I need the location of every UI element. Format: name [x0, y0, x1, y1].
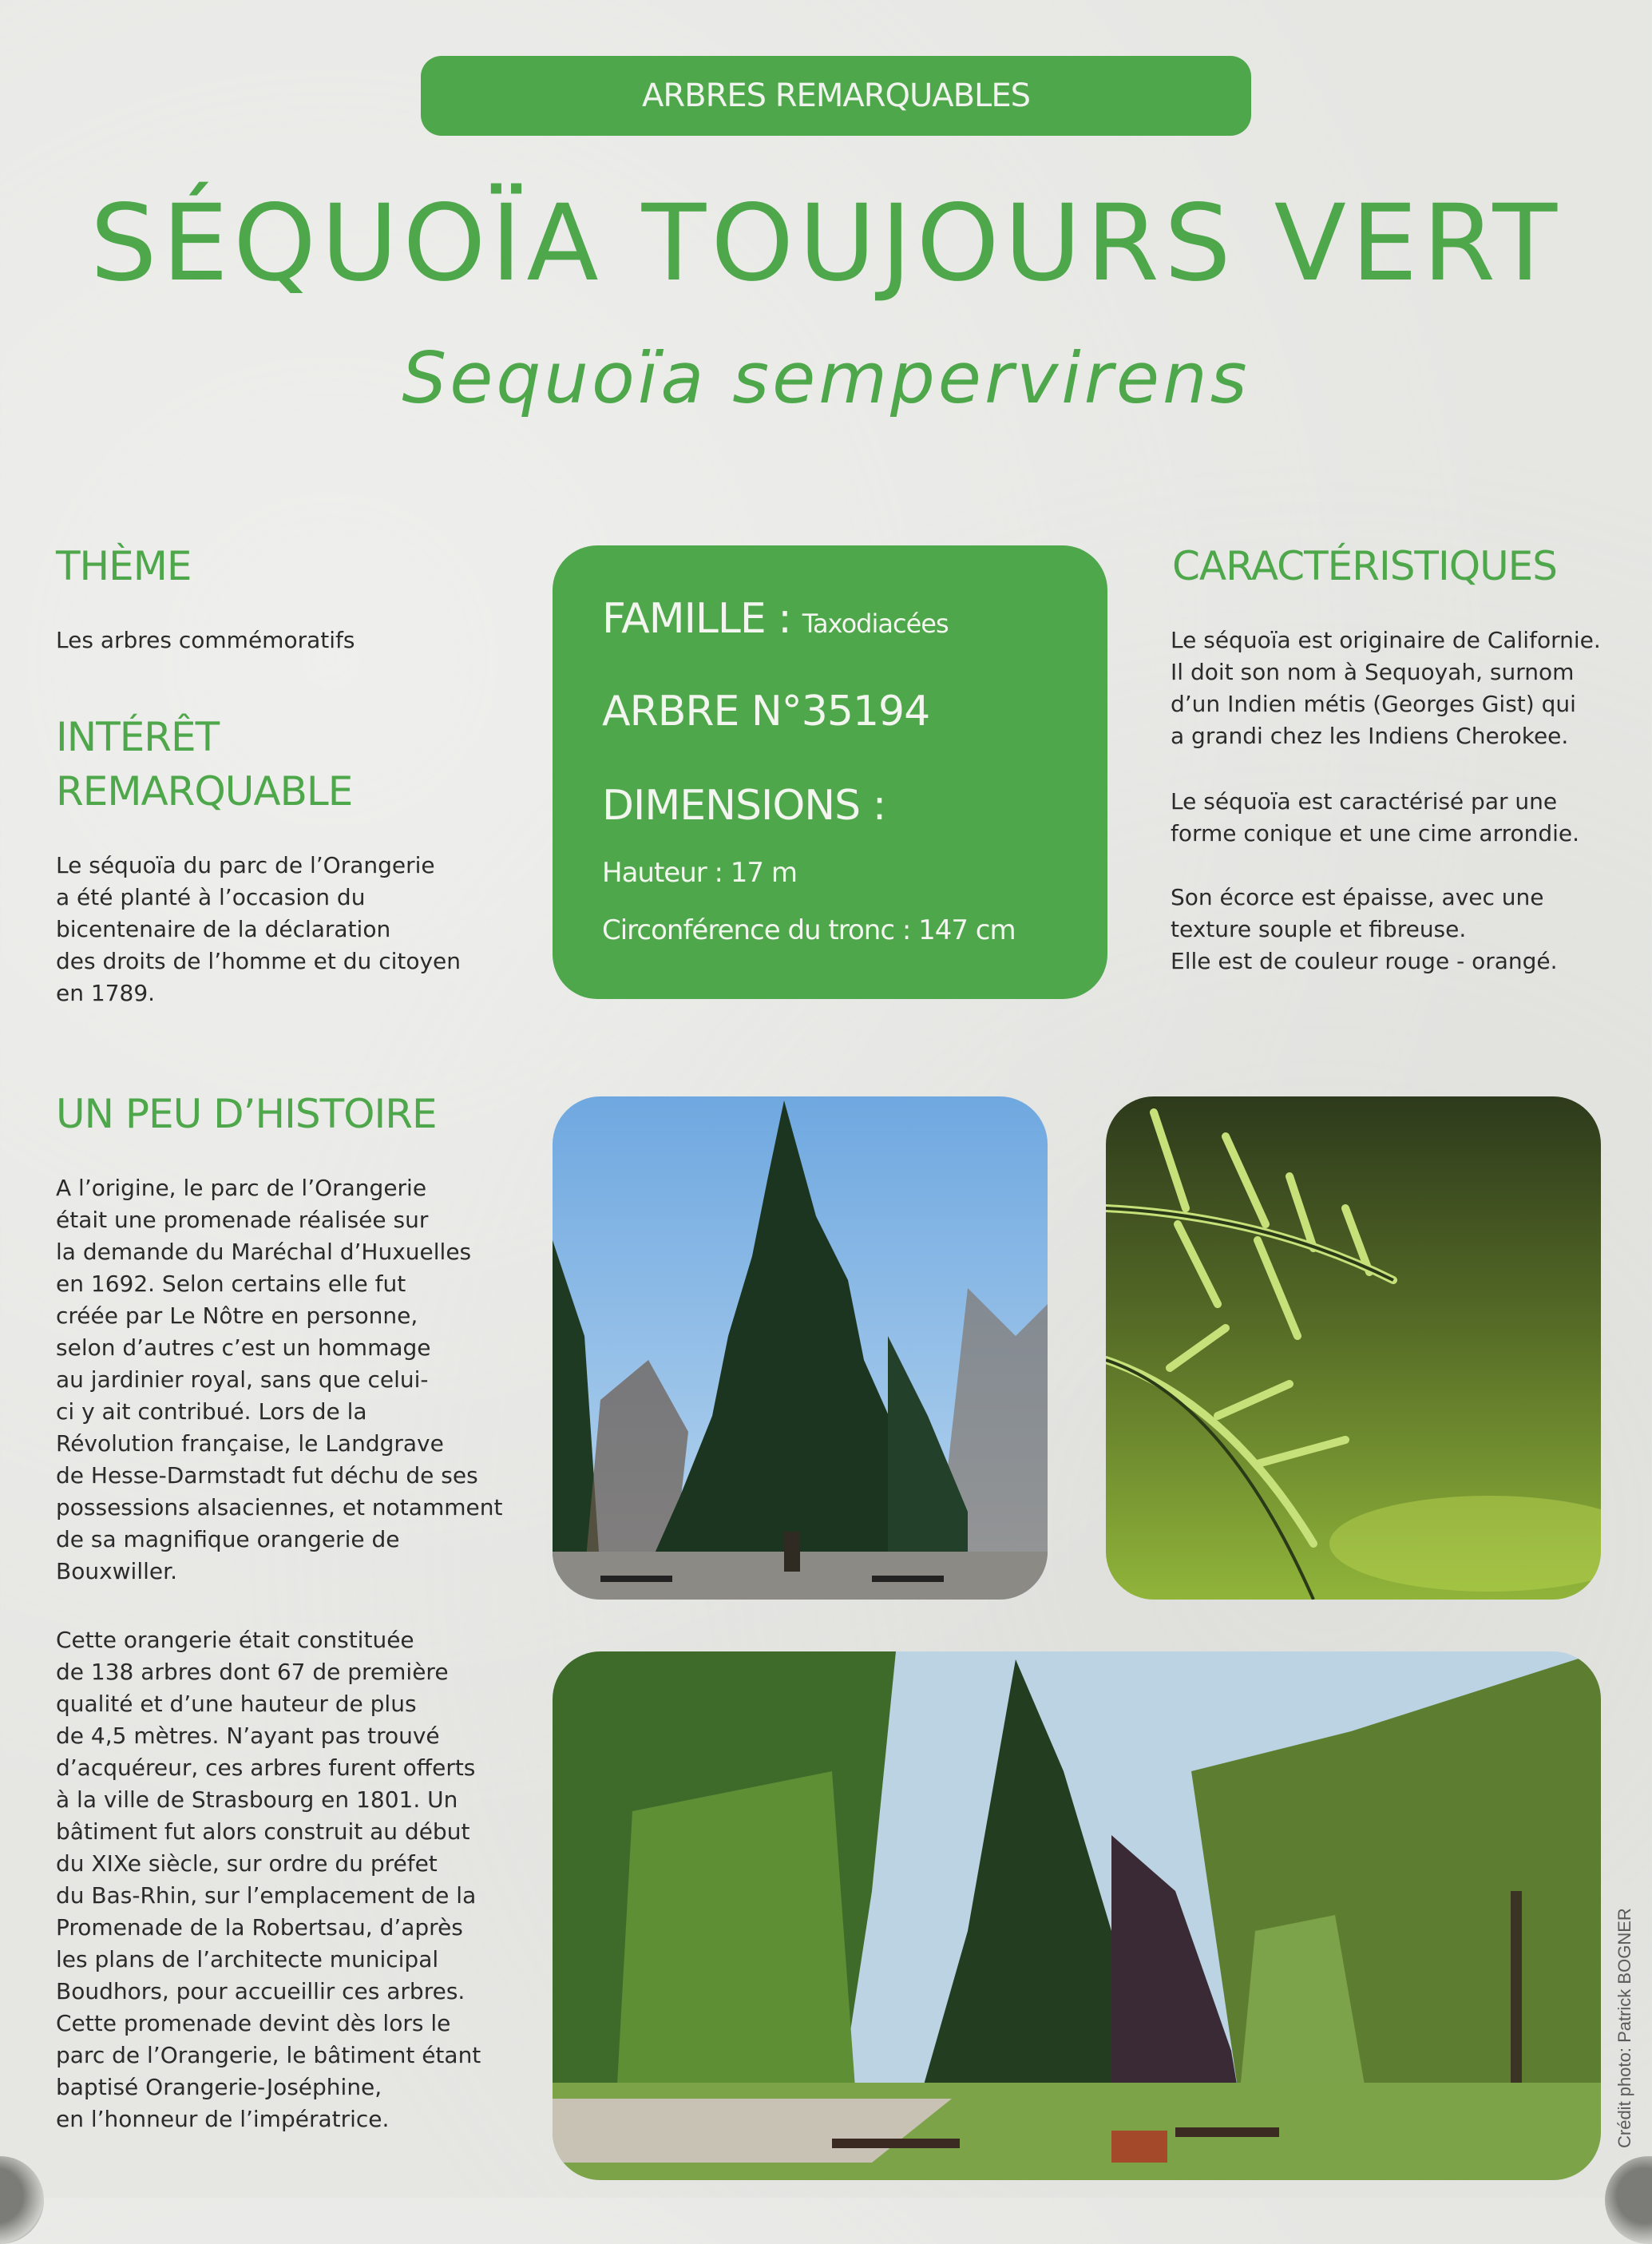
- mounting-screw-left: [0, 2156, 44, 2244]
- circumference-value: Circonférence du tronc : 147 cm: [602, 914, 1016, 946]
- family-value: Taxodiacées: [802, 609, 949, 639]
- category-banner: [421, 56, 1251, 136]
- family-label: FAMILLE :: [602, 595, 791, 643]
- dimensions-label: DIMENSIONS :: [602, 782, 886, 830]
- theme-text: Les arbres commémoratifs: [56, 627, 355, 653]
- tree-number: ARBRE N°35194: [602, 688, 930, 735]
- interest-text: Le séquoïa du parc de l’Orangerie a été planté à l’occasion du bicentenaire de la déclaration des droits de l’homme et du citoyen en 1789.: [56, 852, 462, 1006]
- characteristics-paragraph-3: Son écorce est épaisse, avec une texture souple et fibreuse. Elle est de couleur rouge - orangé.: [1171, 884, 1558, 974]
- family-row: [602, 595, 949, 643]
- category-label: ARBRES REMARQUABLES: [641, 77, 1031, 114]
- history-heading: UN PEU D’HISTOIRE: [56, 1091, 437, 1137]
- scientific-name: Sequoïa sempervirens: [402, 337, 1250, 419]
- theme-heading: THÈME: [56, 543, 192, 589]
- photo-sequoia-foliage: [1106, 1096, 1601, 1600]
- history-paragraph-2: Cette orangerie était constituée de 138 arbres dont 67 de première qualité et d’une hauteur de plus de 4,5 mètres. N’ayant pas trouvé d’acquéreur, ces arbres furent offerts à la ville de Strasbourg en 1801. Un bâtiment fut alors construit au début du XIXe siècle, sur ordre du préfet du Bas-Rhin, sur l’emplacement de la Promenade de la Robertsau, d’après les plans de l’architecte municipal Boudhors, pour accueillir ces arbres. Cette promenade devint dès lors le parc de l’Orangerie, le bâtiment étant baptisé Orangerie-Joséphine, en l’honneur de l’impératrice.: [56, 1627, 481, 2132]
- photo-park-view: [553, 1651, 1601, 2180]
- mounting-screw-right: [1605, 2156, 1652, 2244]
- characteristics-paragraph-2: Le séquoïa est caractérisé par une forme conique et une cime arrondie.: [1171, 788, 1580, 846]
- photo-credit: Crédit photo: Patrick BOGNER: [1614, 1908, 1634, 2148]
- photo-sequoia-tree: [553, 1096, 1048, 1600]
- history-paragraph-1: A l’origine, le parc de l’Orangerie était une promenade réalisée sur la demande du Maréchal d’Huxuelles en 1692. Selon certains elle fut créée par Le Nôtre en personne, selon d’autres c’est un hommage au jardinier royal, sans que celui- ci y ait contribué. Lors de la Révolution française, le Landgrave de Hesse-Darmstadt fut déchu de ses possessions alsaciennes, et notamment de sa magnifique orangerie de Bouxwiller.: [56, 1175, 503, 1584]
- interest-heading-line2: REMARQUABLE: [56, 768, 353, 815]
- characteristics-heading: CARACTÉRISTIQUES: [1172, 543, 1557, 589]
- height-value: Hauteur : 17 m: [602, 857, 797, 889]
- interest-heading-line1: INTÉRÊT: [56, 714, 220, 760]
- facts-panel: [553, 545, 1107, 999]
- page-title: SÉQUOÏA TOUJOURS VERT: [89, 182, 1563, 305]
- characteristics-paragraph-1: Le séquoïa est originaire de Californie. Il doit son nom à Sequoyah, surnom d’un Indien métis (Georges Gist) qui a grandi chez les Indiens Cherokee.: [1171, 627, 1601, 749]
